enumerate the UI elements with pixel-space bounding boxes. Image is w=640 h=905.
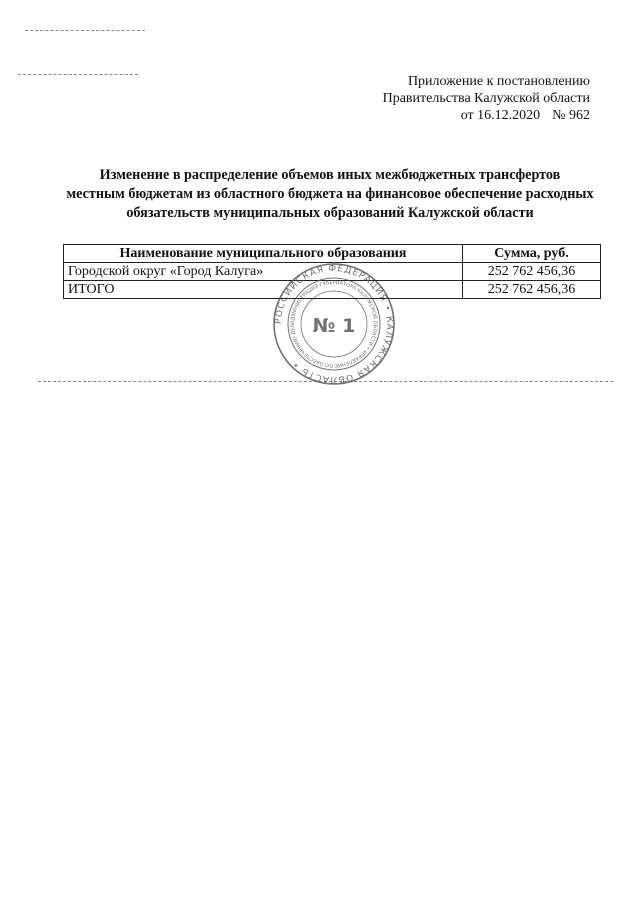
- stamp-number: № 1: [312, 315, 356, 337]
- table-header-row: [64, 245, 601, 263]
- cell-total-label: ИТОГО: [64, 281, 463, 299]
- document-title: [60, 166, 600, 223]
- header-line-2: Правительства Калужской области: [382, 91, 590, 106]
- header-date: от 16.12.2020: [460, 108, 541, 123]
- stamp-inner-text: АДМИНИСТРАЦИЯ ГУБЕРНАТОРА КАЛУЖСКОЙ ОБЛАСТИ • УПРАВЛЕНИЕ ПО ОБЕСПЕЧЕНИЮ ДЕЯ: [289, 279, 379, 369]
- title-line-3: обязательств муниципальных образований Калужской области: [126, 205, 534, 221]
- header-line-1: Приложение к постановлению: [407, 74, 590, 89]
- title-line-1: Изменение в распределение объемов иных межбюджетных трансфертов: [99, 167, 561, 183]
- title-line-2: местным бюджетам из областного бюджета на финансовое обеспечение расходных: [66, 186, 594, 202]
- header-date-row: [330, 107, 590, 124]
- column-header-sum: Сумма, руб.: [463, 245, 601, 263]
- cell-sum: 252 762 456,36: [463, 263, 601, 281]
- header-number: № 962: [552, 108, 590, 123]
- column-header-name: Наименование муниципального образования: [64, 245, 463, 263]
- official-stamp-seal: [272, 262, 396, 386]
- cell-total-sum: 252 762 456,36: [463, 281, 601, 299]
- stamp-outer-text: РОССИЙСКАЯ ФЕДЕРАЦИЯ • КАЛУЖСКАЯ ОБЛАСТЬ •: [273, 263, 395, 385]
- scan-artifact-line: [18, 74, 138, 75]
- scan-artifact-line: [25, 30, 145, 31]
- cell-municipality: Городской округ «Город Калуга»: [64, 263, 463, 281]
- document-header: [330, 73, 590, 124]
